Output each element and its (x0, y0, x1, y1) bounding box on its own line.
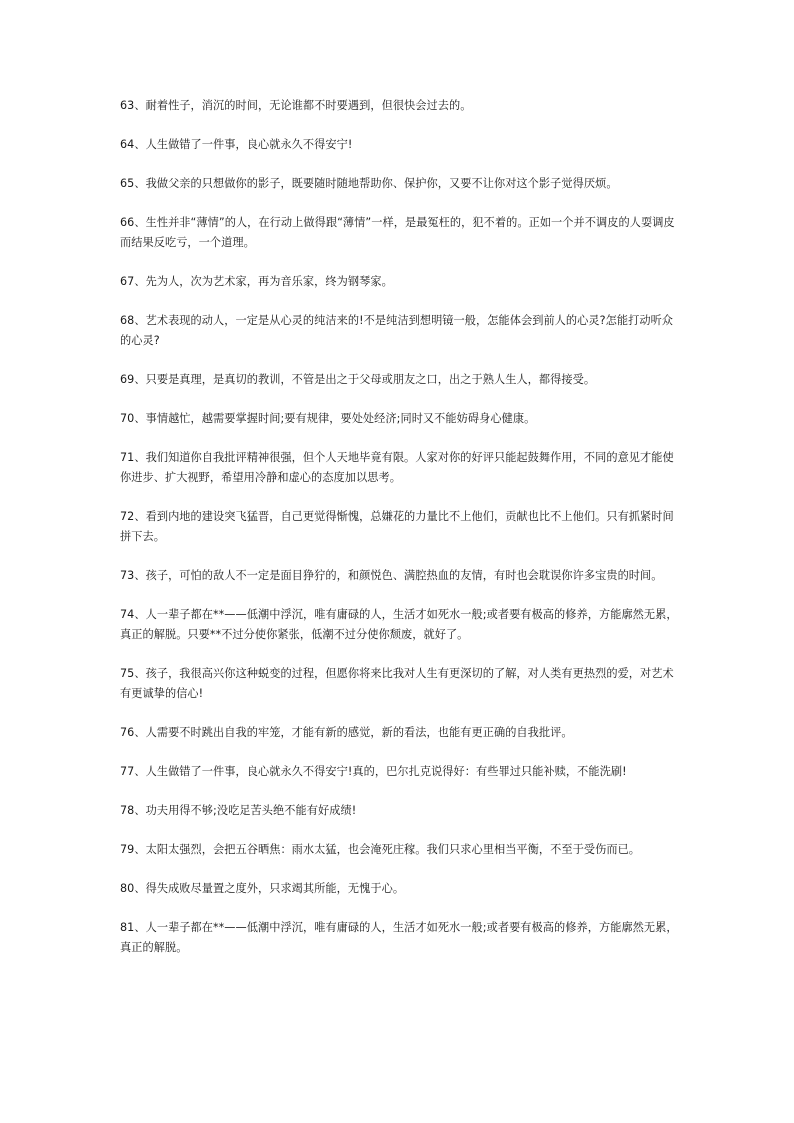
quote-item: 68、艺术表现的动人，一定是从心灵的纯洁来的!不是纯洁到想明镜一般，怎能体会到前人的心灵?怎能打动听众的心灵? (120, 314, 674, 347)
quote-text: 人一辈子都在**——低潮中浮沉，唯有庸碌的人，生活才如死水一般;或者要有极高的修养，方能廓然无累，真正的解脱。只要**不过分使你紧张，低潮不过分使你颓废，就好了。 (120, 608, 678, 641)
quote-item: 63、耐着性子，消沉的时间，无论谁都不时要遇到，但很快会过去的。 (120, 99, 472, 112)
quote-text: 孩子，可怕的敌人不一定是面目狰狞的，和颜悦色、满腔热血的友情，有时也会耽误你许多宝贵的时间。 (145, 569, 663, 582)
quote-number: 69 (120, 373, 135, 386)
quote-number: 74 (120, 608, 135, 621)
quote-text: 先为人，次为艺术家，再为音乐家，终为钢琴家。 (145, 275, 393, 288)
quote-text: 只要是真理，是真切的教训，不管是出之于父母或朋友之口，出之于熟人生人，都得接受。 (145, 373, 596, 386)
quote-number: 78 (120, 804, 135, 817)
quote-item: 69、只要是真理，是真切的教训，不管是出之于父母或朋友之口，出之于熟人生人，都得接受。 (120, 373, 596, 386)
quote-list (120, 96, 680, 977)
quote-text: 人生做错了一件事，良心就永久不得安宁!真的，巴尔扎克说得好：有些罪过只能补赎，不能洗刷! (145, 765, 627, 778)
quote-number: 64 (120, 138, 135, 151)
quote-number: 76 (120, 726, 135, 739)
quote-item: 71、我们知道你自我批评精神很强，但个人天地毕竟有限。人家对你的好评只能起鼓舞作用，不同的意见才能使你进步、扩大视野，希望用冷静和虚心的态度加以思考。 (120, 451, 674, 484)
quote-item: 64、人生做错了一件事，良心就永久不得安宁! (120, 138, 353, 151)
quote-number: 65 (120, 177, 135, 190)
quote-number: 73 (120, 569, 135, 582)
quote-item: 77、人生做错了一件事，良心就永久不得安宁!真的，巴尔扎克说得好：有些罪过只能补赎，不能洗刷! (120, 765, 627, 778)
quote-number: 77 (120, 765, 135, 778)
quote-text: 耐着性子，消沉的时间，无论谁都不时要遇到，但很快会过去的。 (145, 99, 472, 112)
quote-item: 80、得失成败尽量置之度外，只求竭其所能，无愧于心。 (120, 882, 405, 895)
quote-item: 65、我做父亲的只想做你的影子，既要随时随地帮助你、保护你，又要不让你对这个影子觉得厌烦。 (120, 177, 618, 190)
quote-item: 67、先为人，次为艺术家，再为音乐家，终为钢琴家。 (120, 275, 393, 288)
quote-item: 81、人一辈子都在**——低潮中浮沉，唯有庸碌的人，生活才如死水一般;或者要有极高的修养，方能廓然无累，真正的解脱。 (120, 921, 678, 954)
quote-item: 78、功夫用得不够;没吃足苦头绝不能有好成绩! (120, 804, 357, 817)
quote-number: 63 (120, 99, 135, 112)
quote-text: 艺术表现的动人，一定是从心灵的纯洁来的!不是纯洁到想明镜一般，怎能体会到前人的心灵?怎能打动听众的心灵? (120, 314, 674, 347)
quote-text: 孩子，我很高兴你这种蜕变的过程，但愿你将来比我对人生有更深切的了解，对人类有更热烈的爱，对艺术有更诚挚的信心! (120, 667, 674, 700)
quote-text: 看到内地的建设突飞猛晋，自己更觉得惭愧，总嫌花的力量比不上他们，贡献也比不上他们。只有抓紧时间拼下去。 (120, 510, 674, 543)
quote-text: 人一辈子都在**——低潮中浮沉，唯有庸碌的人，生活才如死水一般;或者要有极高的修养，方能廓然无累，真正的解脱。 (120, 921, 678, 954)
quote-item: 75、孩子，我很高兴你这种蜕变的过程，但愿你将来比我对人生有更深切的了解，对人类有更热烈的爱，对艺术有更诚挚的信心! (120, 667, 674, 700)
quote-number: 80 (120, 882, 135, 895)
quote-item: 79、太阳太强烈，会把五谷晒焦：雨水太猛，也会淹死庄稼。我们只求心里相当平衡，不至于受伤而已。 (120, 843, 641, 856)
quote-number: 71 (120, 451, 135, 464)
quote-text: 事情越忙，越需要掌握时间;要有规律，要处处经济;同时又不能妨碍身心健康。 (145, 412, 536, 425)
quote-text: 人生做错了一件事，良心就永久不得安宁! (145, 138, 353, 151)
quote-text: 我们知道你自我批评精神很强，但个人天地毕竟有限。人家对你的好评只能起鼓舞作用，不同的意见才能使你进步、扩大视野，希望用冷静和虚心的态度加以思考。 (120, 451, 674, 484)
quote-text: 生性并非“薄情”的人，在行动上做得跟“薄情”一样，是最冤枉的，犯不着的。正如一个并不调皮的人耍调皮而结果反吃亏，一个道理。 (120, 216, 675, 249)
quote-number: 75 (120, 667, 135, 680)
quote-item: 76、人需要不时跳出自我的牢笼，才能有新的感觉，新的看法，也能有更正确的自我批评。 (120, 726, 573, 739)
quote-number: 67 (120, 275, 135, 288)
quote-item: 72、看到内地的建设突飞猛晋，自己更觉得惭愧，总嫌花的力量比不上他们，贡献也比不上他们。只有抓紧时间拼下去。 (120, 510, 674, 543)
quote-number: 72 (120, 510, 135, 523)
quote-item: 73、孩子，可怕的敌人不一定是面目狰狞的，和颜悦色、满腔热血的友情，有时也会耽误你许多宝贵的时间。 (120, 569, 663, 582)
quote-number: 66 (120, 216, 135, 229)
quote-text: 我做父亲的只想做你的影子，既要随时随地帮助你、保护你，又要不让你对这个影子觉得厌烦。 (145, 177, 618, 190)
quote-text: 得失成败尽量置之度外，只求竭其所能，无愧于心。 (145, 882, 405, 895)
quote-number: 79 (120, 843, 135, 856)
quote-text: 功夫用得不够;没吃足苦头绝不能有好成绩! (145, 804, 357, 817)
quote-number: 81 (120, 921, 135, 934)
quote-item: 66、生性并非“薄情”的人，在行动上做得跟“薄情”一样，是最冤枉的，犯不着的。正如一个并不调皮的人耍调皮而结果反吃亏，一个道理。 (120, 216, 675, 249)
quote-number: 70 (120, 412, 135, 425)
quote-item: 74、人一辈子都在**——低潮中浮沉，唯有庸碌的人，生活才如死水一般;或者要有极高的修养，方能廓然无累，真正的解脱。只要**不过分使你紧张，低潮不过分使你颓废，就好了。 (120, 608, 678, 641)
quote-number: 68 (120, 314, 135, 327)
quote-text: 太阳太强烈，会把五谷晒焦：雨水太猛，也会淹死庄稼。我们只求心里相当平衡，不至于受伤而已。 (145, 843, 641, 856)
quote-text: 人需要不时跳出自我的牢笼，才能有新的感觉，新的看法，也能有更正确的自我批评。 (145, 726, 573, 739)
quote-item: 70、事情越忙，越需要掌握时间;要有规律，要处处经济;同时又不能妨碍身心健康。 (120, 412, 536, 425)
